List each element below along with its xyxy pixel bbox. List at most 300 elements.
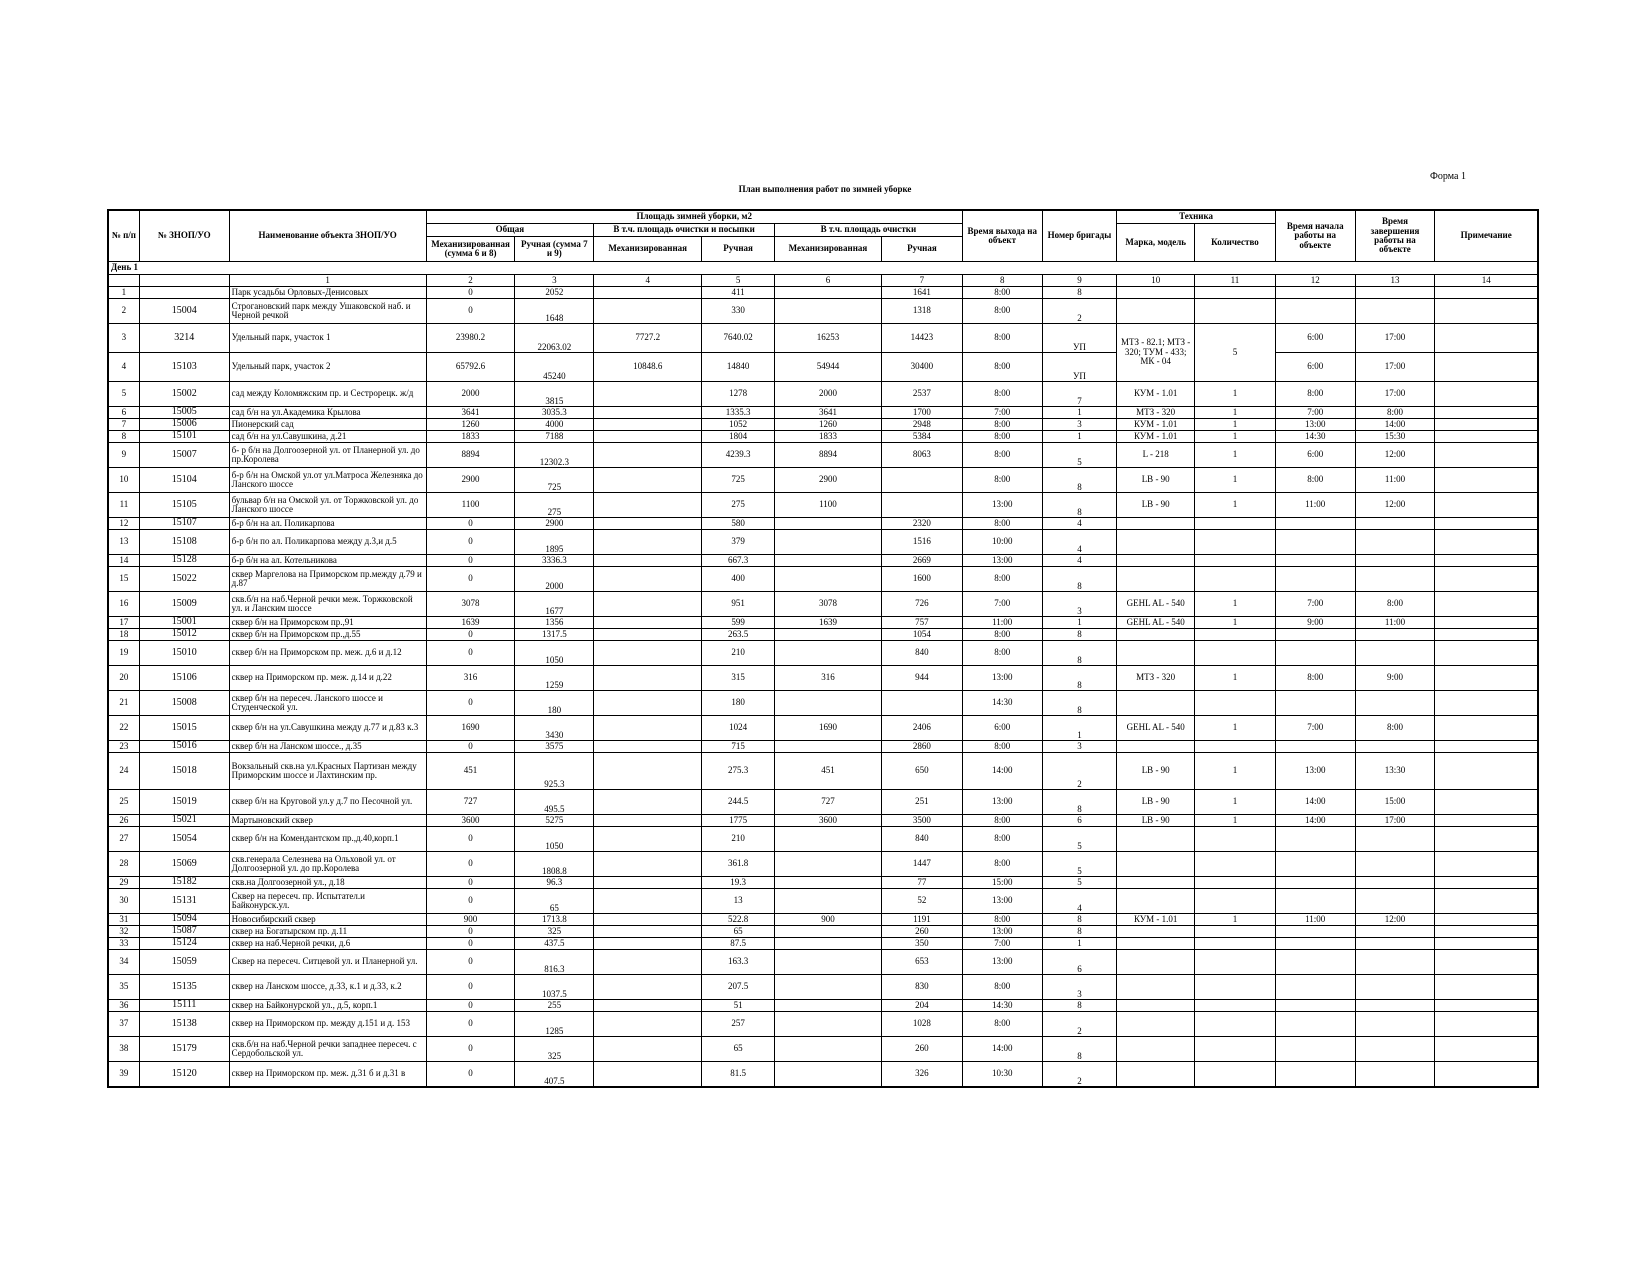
- object-name: б-р б/н на ал. Котельникова: [229, 555, 426, 567]
- clean-mech: 8894: [774, 443, 881, 468]
- start-time: [1275, 1037, 1355, 1062]
- znop-code: 15010: [139, 641, 229, 666]
- row-number: 8: [108, 431, 139, 443]
- sand-manual: 1024: [702, 716, 775, 741]
- total-mech: 0: [426, 299, 515, 324]
- header-brigade: Номер бригады: [1042, 210, 1117, 262]
- total-mech: 1260: [426, 419, 515, 431]
- table-row: [108, 914, 1538, 926]
- start-time: [1275, 555, 1355, 567]
- end-time: [1355, 629, 1435, 641]
- tech-qty: 1: [1195, 592, 1276, 617]
- znop-code: 15106: [139, 666, 229, 691]
- sand-mech: [594, 666, 702, 691]
- table-row: [108, 1012, 1538, 1037]
- brigade-number: 1: [1042, 431, 1117, 443]
- znop-code: 15069: [139, 852, 229, 877]
- znop-code: 15103: [139, 353, 229, 382]
- end-time: 15:30: [1355, 431, 1435, 443]
- object-name: Удельный парк, участок 2: [229, 353, 426, 382]
- row-number: 21: [108, 691, 139, 716]
- sand-manual: 207.5: [702, 975, 775, 1000]
- table-row: [108, 926, 1538, 938]
- object-name: Парк усадьбы Орловых-Денисовых: [229, 287, 426, 299]
- total-manual: 12302.3: [515, 443, 594, 468]
- start-time: 9:00: [1275, 617, 1355, 629]
- table-row: [108, 950, 1538, 975]
- note: [1435, 852, 1538, 877]
- clean-mech: [774, 691, 881, 716]
- end-time: [1355, 975, 1435, 1000]
- object-name: сквер на Ланском шоссе, д.33, к.1 и д.33, к.2: [229, 975, 426, 1000]
- sand-mech: [594, 443, 702, 468]
- object-name: Удельный парк, участок 1: [229, 324, 426, 353]
- clean-manual: 77: [881, 877, 962, 889]
- end-time: [1355, 938, 1435, 950]
- object-name: б-р б/н по ал. Поликарпова между д.3,и д.5: [229, 530, 426, 555]
- table-row: [108, 443, 1538, 468]
- exit-time: 10:30: [962, 1062, 1042, 1088]
- tech-model: LB - 90: [1117, 790, 1195, 815]
- object-name: Мартыновский сквер: [229, 815, 426, 827]
- tech-qty: 1: [1195, 815, 1276, 827]
- sand-manual: 951: [702, 592, 775, 617]
- column-number: [139, 275, 229, 287]
- tech-model: [1117, 641, 1195, 666]
- start-time: [1275, 926, 1355, 938]
- note: [1435, 407, 1538, 419]
- table-row: [108, 815, 1538, 827]
- brigade-number: 8: [1042, 914, 1117, 926]
- tech-qty: [1195, 827, 1276, 852]
- column-number: [108, 275, 139, 287]
- table-row: [108, 938, 1538, 950]
- start-time: 8:00: [1275, 666, 1355, 691]
- total-manual: 3815: [515, 382, 594, 407]
- clean-manual: 30400: [881, 353, 962, 382]
- tech-qty: 1: [1195, 382, 1276, 407]
- note: [1435, 1012, 1538, 1037]
- sand-mech: [594, 419, 702, 431]
- tech-qty: [1195, 691, 1276, 716]
- sand-mech: [594, 914, 702, 926]
- table-row: [108, 555, 1538, 567]
- clean-manual: 726: [881, 592, 962, 617]
- object-name: сквер б/н на Приморском пр.,д.55: [229, 629, 426, 641]
- sand-manual: 180: [702, 691, 775, 716]
- row-number: 12: [108, 518, 139, 530]
- end-time: 11:00: [1355, 468, 1435, 493]
- object-name: скв.на Долгоозерной ул., д.18: [229, 877, 426, 889]
- brigade-number: 8: [1042, 691, 1117, 716]
- tech-qty: [1195, 555, 1276, 567]
- object-name: сквер б/н на ул.Савушкина между д.77 и д.83 к.3: [229, 716, 426, 741]
- column-number: 8: [962, 275, 1042, 287]
- exit-time: 13:00: [962, 889, 1042, 914]
- total-mech: 3078: [426, 592, 515, 617]
- row-number: 2: [108, 299, 139, 324]
- clean-mech: [774, 287, 881, 299]
- object-name: скв.генерала Селезнева на Ольховой ул. от Долгоозерной ул. до пр.Королева: [229, 852, 426, 877]
- start-time: [1275, 852, 1355, 877]
- end-time: [1355, 827, 1435, 852]
- exit-time: 14:00: [962, 1037, 1042, 1062]
- znop-code: 15009: [139, 592, 229, 617]
- tech-qty: 1: [1195, 617, 1276, 629]
- clean-mech: [774, 926, 881, 938]
- tech-qty: [1195, 567, 1276, 592]
- object-name: сквер на наб.Черной речки, д.6: [229, 938, 426, 950]
- start-time: 11:00: [1275, 914, 1355, 926]
- exit-time: 8:00: [962, 518, 1042, 530]
- exit-time: 13:00: [962, 790, 1042, 815]
- table-row: [108, 353, 1538, 382]
- start-time: 6:00: [1275, 353, 1355, 382]
- tech-model: [1117, 877, 1195, 889]
- sand-mech: [594, 407, 702, 419]
- object-name: сад б/н на ул.Академика Крылова: [229, 407, 426, 419]
- tech-model: [1117, 567, 1195, 592]
- znop-code: 15004: [139, 299, 229, 324]
- row-number: 6: [108, 407, 139, 419]
- sand-manual: 4239.3: [702, 443, 775, 468]
- end-time: 9:00: [1355, 666, 1435, 691]
- clean-mech: 54944: [774, 353, 881, 382]
- tech-model: МТЗ - 82.1; МТЗ - 320; ТУМ - 433; МК - 04: [1117, 324, 1195, 382]
- row-number: 29: [108, 877, 139, 889]
- note: [1435, 790, 1538, 815]
- brigade-number: 1: [1042, 938, 1117, 950]
- tech-model: [1117, 518, 1195, 530]
- exit-time: 15:00: [962, 877, 1042, 889]
- start-time: [1275, 530, 1355, 555]
- header-manual-sand: Ручная: [702, 237, 775, 262]
- clean-manual: 944: [881, 666, 962, 691]
- end-time: 15:00: [1355, 790, 1435, 815]
- header-znop: № ЗНОП/УО: [139, 210, 229, 262]
- sand-mech: [594, 975, 702, 1000]
- tech-model: [1117, 938, 1195, 950]
- total-manual: 1356: [515, 617, 594, 629]
- tech-qty: [1195, 641, 1276, 666]
- clean-mech: 316: [774, 666, 881, 691]
- column-number: 5: [702, 275, 775, 287]
- tech-model: GEHL AL - 540: [1117, 716, 1195, 741]
- sand-manual: 522.8: [702, 914, 775, 926]
- start-time: [1275, 518, 1355, 530]
- clean-manual: 8063: [881, 443, 962, 468]
- tech-model: [1117, 1062, 1195, 1088]
- tech-qty: 1: [1195, 666, 1276, 691]
- clean-manual: 2669: [881, 555, 962, 567]
- header-end-time: Время завершения работы на объекте: [1355, 210, 1435, 262]
- end-time: 12:00: [1355, 914, 1435, 926]
- brigade-number: 8: [1042, 790, 1117, 815]
- total-manual: 3430: [515, 716, 594, 741]
- tech-qty: [1195, 852, 1276, 877]
- note: [1435, 716, 1538, 741]
- sand-manual: 210: [702, 641, 775, 666]
- row-number: 22: [108, 716, 139, 741]
- note: [1435, 827, 1538, 852]
- tech-qty: [1195, 1037, 1276, 1062]
- start-time: [1275, 1012, 1355, 1037]
- brigade-number: 8: [1042, 641, 1117, 666]
- exit-time: 13:00: [962, 555, 1042, 567]
- exit-time: 8:00: [962, 975, 1042, 1000]
- znop-code: 15019: [139, 790, 229, 815]
- row-number: 4: [108, 353, 139, 382]
- sand-manual: 361.8: [702, 852, 775, 877]
- object-name: б-р б/н на Омской ул.от ул.Матроса Железняка до Ланского шоссе: [229, 468, 426, 493]
- brigade-number: 4: [1042, 555, 1117, 567]
- sand-manual: 65: [702, 926, 775, 938]
- table-row: [108, 975, 1538, 1000]
- brigade-number: 1: [1042, 716, 1117, 741]
- brigade-number: 3: [1042, 741, 1117, 753]
- brigade-number: 8: [1042, 287, 1117, 299]
- znop-code: 15018: [139, 753, 229, 790]
- clean-manual: 1191: [881, 914, 962, 926]
- row-number: 25: [108, 790, 139, 815]
- clean-manual: 1641: [881, 287, 962, 299]
- end-time: [1355, 950, 1435, 975]
- tech-qty: [1195, 889, 1276, 914]
- clean-manual: [881, 468, 962, 493]
- sand-mech: [594, 691, 702, 716]
- column-number: 12: [1275, 275, 1355, 287]
- note: [1435, 353, 1538, 382]
- sand-manual: 400: [702, 567, 775, 592]
- exit-time: 8:00: [962, 629, 1042, 641]
- object-name: б-р б/н на ал. Поликарпова: [229, 518, 426, 530]
- row-number: 28: [108, 852, 139, 877]
- total-mech: 0: [426, 691, 515, 716]
- exit-time: 8:00: [962, 299, 1042, 324]
- exit-time: 8:00: [962, 741, 1042, 753]
- total-manual: 7188: [515, 431, 594, 443]
- header-incl-clean-sand: В т.ч. площадь очистки и посыпки: [594, 224, 775, 237]
- znop-code: 15135: [139, 975, 229, 1000]
- total-manual: 3035.3: [515, 407, 594, 419]
- brigade-number: 6: [1042, 815, 1117, 827]
- end-time: 17:00: [1355, 815, 1435, 827]
- start-time: [1275, 629, 1355, 641]
- clean-manual: 2537: [881, 382, 962, 407]
- brigade-number: 2: [1042, 753, 1117, 790]
- total-mech: 727: [426, 790, 515, 815]
- clean-manual: 5384: [881, 431, 962, 443]
- object-name: Новосибирский сквер: [229, 914, 426, 926]
- sand-manual: 667.3: [702, 555, 775, 567]
- sand-mech: [594, 468, 702, 493]
- sand-mech: 7727.2: [594, 324, 702, 353]
- exit-time: 8:00: [962, 1012, 1042, 1037]
- sand-mech: [594, 518, 702, 530]
- row-number: 16: [108, 592, 139, 617]
- tech-qty: [1195, 938, 1276, 950]
- table-row: [108, 877, 1538, 889]
- row-number: 19: [108, 641, 139, 666]
- total-manual: 2000: [515, 567, 594, 592]
- brigade-number: 1: [1042, 407, 1117, 419]
- exit-time: 13:00: [962, 666, 1042, 691]
- total-mech: 900: [426, 914, 515, 926]
- tech-qty: [1195, 877, 1276, 889]
- tech-model: [1117, 741, 1195, 753]
- tech-model: LB - 90: [1117, 753, 1195, 790]
- clean-mech: [774, 1062, 881, 1088]
- end-time: [1355, 287, 1435, 299]
- total-mech: 0: [426, 741, 515, 753]
- column-number: 3: [515, 275, 594, 287]
- start-time: 7:00: [1275, 716, 1355, 741]
- clean-manual: 52: [881, 889, 962, 914]
- tech-qty: [1195, 299, 1276, 324]
- total-manual: 275: [515, 493, 594, 518]
- sand-mech: [594, 530, 702, 555]
- brigade-number: 2: [1042, 299, 1117, 324]
- clean-mech: [774, 1037, 881, 1062]
- tech-qty: 1: [1195, 493, 1276, 518]
- sand-mech: [594, 567, 702, 592]
- note: [1435, 617, 1538, 629]
- exit-time: 8:00: [962, 443, 1042, 468]
- sand-manual: 275.3: [702, 753, 775, 790]
- table-row: [108, 753, 1538, 790]
- brigade-number: 8: [1042, 1000, 1117, 1012]
- sand-mech: [594, 889, 702, 914]
- sand-mech: [594, 926, 702, 938]
- znop-code: 15005: [139, 407, 229, 419]
- note: [1435, 468, 1538, 493]
- header-mech-sum: Механизированная (сумма 6 и 8): [426, 237, 515, 262]
- table-row: [108, 629, 1538, 641]
- clean-mech: 3641: [774, 407, 881, 419]
- start-time: [1275, 950, 1355, 975]
- start-time: 6:00: [1275, 443, 1355, 468]
- sand-mech: [594, 382, 702, 407]
- tech-qty: [1195, 926, 1276, 938]
- clean-mech: 451: [774, 753, 881, 790]
- tech-qty: 1: [1195, 468, 1276, 493]
- tech-model: [1117, 299, 1195, 324]
- exit-time: 8:00: [962, 468, 1042, 493]
- tech-qty: 1: [1195, 431, 1276, 443]
- table-row: [108, 1037, 1538, 1062]
- znop-code: 15059: [139, 950, 229, 975]
- tech-qty: 1: [1195, 419, 1276, 431]
- total-mech: 316: [426, 666, 515, 691]
- exit-time: 8:00: [962, 324, 1042, 353]
- row-number: 30: [108, 889, 139, 914]
- sand-manual: 275: [702, 493, 775, 518]
- note: [1435, 287, 1538, 299]
- table-row: [108, 889, 1538, 914]
- end-time: [1355, 530, 1435, 555]
- tech-model: [1117, 629, 1195, 641]
- znop-code: 15179: [139, 1037, 229, 1062]
- table-row: [108, 530, 1538, 555]
- note: [1435, 1000, 1538, 1012]
- table-row: [108, 493, 1538, 518]
- end-time: 14:00: [1355, 419, 1435, 431]
- exit-time: 8:00: [962, 567, 1042, 592]
- end-time: 17:00: [1355, 382, 1435, 407]
- object-name: сквер на Богатырском пр. д.11: [229, 926, 426, 938]
- brigade-number: 8: [1042, 1037, 1117, 1062]
- tech-qty: 1: [1195, 443, 1276, 468]
- brigade-number: 2: [1042, 1012, 1117, 1037]
- note: [1435, 950, 1538, 975]
- row-number: 34: [108, 950, 139, 975]
- note: [1435, 530, 1538, 555]
- total-mech: 0: [426, 518, 515, 530]
- exit-time: 13:00: [962, 926, 1042, 938]
- znop-code: [139, 287, 229, 299]
- end-time: [1355, 567, 1435, 592]
- brigade-number: 8: [1042, 926, 1117, 938]
- tech-qty: [1195, 629, 1276, 641]
- start-time: [1275, 287, 1355, 299]
- end-time: 8:00: [1355, 716, 1435, 741]
- znop-code: 15124: [139, 938, 229, 950]
- exit-time: 14:30: [962, 691, 1042, 716]
- znop-code: 15138: [139, 1012, 229, 1037]
- note: [1435, 493, 1538, 518]
- znop-code: 15021: [139, 815, 229, 827]
- brigade-number: 4: [1042, 518, 1117, 530]
- clean-manual: 3500: [881, 815, 962, 827]
- table-row: [108, 852, 1538, 877]
- row-number: 35: [108, 975, 139, 1000]
- exit-time: 8:00: [962, 353, 1042, 382]
- sand-mech: [594, 617, 702, 629]
- note: [1435, 555, 1538, 567]
- znop-code: 15015: [139, 716, 229, 741]
- clean-mech: [774, 530, 881, 555]
- header-mech-sand: Механизированная: [594, 237, 702, 262]
- sand-manual: 1335.3: [702, 407, 775, 419]
- start-time: [1275, 877, 1355, 889]
- tech-model: КУМ - 1.01: [1117, 431, 1195, 443]
- znop-code: 15111: [139, 1000, 229, 1012]
- clean-manual: 650: [881, 753, 962, 790]
- object-name: сквер б/н на Приморском пр. меж. д.6 и д.12: [229, 641, 426, 666]
- clean-mech: 1100: [774, 493, 881, 518]
- clean-mech: [774, 889, 881, 914]
- exit-time: 8:00: [962, 641, 1042, 666]
- clean-mech: [774, 975, 881, 1000]
- note: [1435, 889, 1538, 914]
- tech-qty: 1: [1195, 716, 1276, 741]
- start-time: [1275, 1000, 1355, 1012]
- clean-manual: 1700: [881, 407, 962, 419]
- total-manual: 1895: [515, 530, 594, 555]
- total-manual: 325: [515, 1037, 594, 1062]
- note: [1435, 443, 1538, 468]
- tech-model: [1117, 827, 1195, 852]
- exit-time: 8:00: [962, 419, 1042, 431]
- note: [1435, 431, 1538, 443]
- exit-time: 14:30: [962, 1000, 1042, 1012]
- column-number: 1: [229, 275, 426, 287]
- tech-model: [1117, 691, 1195, 716]
- sand-mech: [594, 1037, 702, 1062]
- tech-model: [1117, 555, 1195, 567]
- clean-manual: 1447: [881, 852, 962, 877]
- table-row: [108, 592, 1538, 617]
